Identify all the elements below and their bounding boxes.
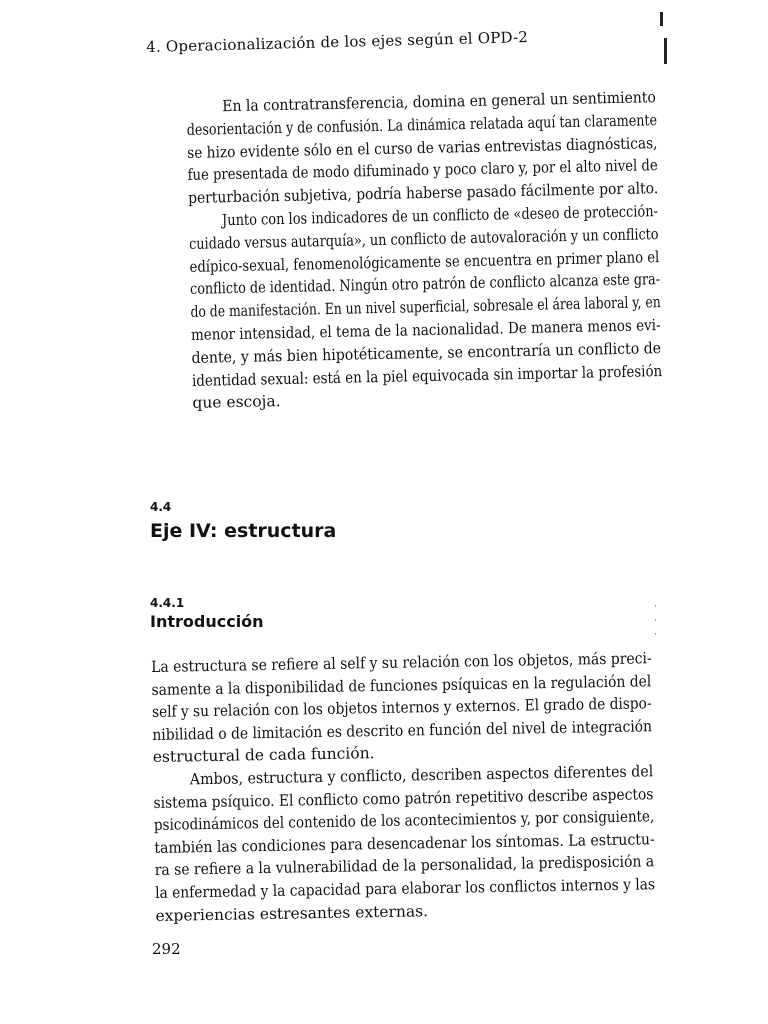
text-line: ra se refiere a la vulnerabilidad de la personalidad, la predisposición a bbox=[154, 852, 655, 880]
text-line: la enfermedad y la capacidad para elaborar los conflictos internos y las bbox=[154, 875, 656, 902]
text-line: samente a la disponibilidad de funciones psíquicas en la regulación del bbox=[151, 671, 652, 699]
page-number: 292 bbox=[152, 940, 181, 958]
text-line: identidad sexual: está en la piel equivocada sin importar la profesión bbox=[191, 361, 663, 390]
running-header: 4. Operacionalización de los ejes según el OPD-2 bbox=[146, 28, 529, 56]
text-line: dente, y más bien hipotéticamente, se encontraría un conflicto de bbox=[191, 338, 662, 367]
bottom-text-block bbox=[151, 647, 656, 927]
text-line: sistema psíquico. El conflicto como patrón repetitivo describe aspectos bbox=[153, 784, 654, 812]
text-line: desorientación y de confusión. La dinámica relatada aquí tan claramente bbox=[186, 110, 658, 139]
section-number: 4.4 bbox=[150, 500, 172, 514]
text-line: self y su relación con los objetos internos y externos. El grado de dispo- bbox=[151, 694, 652, 722]
text-line: fue presentada de modo difuminado y poco claro y, por el alto nivel de bbox=[187, 156, 658, 185]
text-line: Junto con los indicadores de un conflicto de «deseo de protección- bbox=[221, 202, 659, 230]
text-line: menor intensidad, el tema de la nacionalidad. De manera menos evi- bbox=[190, 316, 661, 344]
text-line: conflicto de identidad. Ningún otro patrón de conflicto alcanza este gra- bbox=[189, 270, 661, 299]
paragraph bbox=[151, 647, 653, 769]
paragraph bbox=[188, 200, 662, 415]
top-text-block bbox=[186, 86, 663, 415]
subsection-title: Introducción bbox=[150, 612, 264, 631]
text-line: psicodinámicos del contenido de los acontecimientos y, por consiguiente, bbox=[153, 807, 655, 835]
text-line: que escoja. bbox=[192, 392, 281, 413]
scan-edge-dots: · · · bbox=[654, 602, 657, 640]
text-line: estructural de cada función. bbox=[152, 744, 375, 767]
text-line: se hizo evidente sólo en el curso de varias entrevistas diagnósticas, bbox=[186, 133, 658, 162]
text-line: Ambos, estructura y conflicto, describen aspectos diferentes del bbox=[189, 762, 654, 789]
scan-edge-mark bbox=[660, 12, 663, 26]
subsection-number: 4.4.1 bbox=[150, 596, 185, 610]
text-line: nibilidad o de limitación es descrito en función del nivel de integración bbox=[152, 717, 653, 744]
text-line: edípico-sexual, fenomenológicamente se encuentra en primer plano el bbox=[189, 247, 660, 276]
section-title: Eje IV: estructura bbox=[150, 520, 337, 542]
text-line: cuidado versus autarquía», un conflicto de autovaloración y un conflicto bbox=[188, 224, 659, 253]
paragraph bbox=[186, 86, 658, 210]
paragraph bbox=[153, 760, 656, 927]
text-line: perturbación subjetiva, podría haberse pasado fácilmente por alto. bbox=[187, 179, 659, 208]
text-line: La estructura se refiere al self y su relación con los objetos, más preci- bbox=[151, 649, 652, 676]
text-line: experiencias estresantes externas. bbox=[155, 901, 429, 925]
text-line: también las condiciones para desencadenar los síntomas. La estructu- bbox=[154, 829, 655, 857]
text-line: do de manifestación. En un nivel superficial, sobresale el área laboral y, en bbox=[190, 293, 661, 322]
text-line: En la contratransferencia, domina en general un sentimiento bbox=[222, 88, 657, 116]
scan-edge-mark bbox=[664, 38, 667, 64]
